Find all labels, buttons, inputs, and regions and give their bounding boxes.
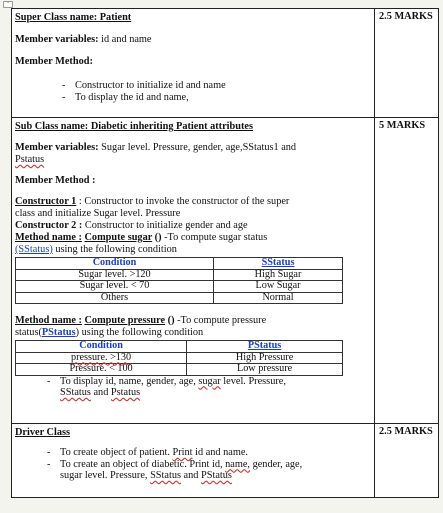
method2-paren: () (165, 315, 175, 326)
display-text-e: Pstatus (110, 387, 141, 398)
method2-name: Compute pressure (84, 315, 166, 326)
table-header-row (16, 341, 343, 353)
diabetic-marks: 5 MARKS (375, 118, 439, 424)
table-cell: Low pressure (187, 364, 343, 376)
driver-text: id and name. (192, 447, 249, 458)
table-move-handle-icon[interactable]: + (3, 1, 13, 8)
table-header: SStatus (214, 258, 343, 270)
patient-method-label: Member Method: (15, 56, 93, 67)
patient-marks: 2.5 MARKS (375, 9, 439, 118)
diabetic-vars-value2: Pstatus (15, 154, 45, 165)
table-cell: Normal (214, 292, 343, 304)
diabetic-title: Sub Class name: Diabetic inheriting Patient attributes (15, 121, 253, 132)
driver-text: gender, age, (250, 458, 303, 470)
table-cell: pressure. >130 (16, 352, 187, 364)
assignment-table (11, 8, 439, 498)
driver-text: Print (172, 447, 193, 458)
table-row (16, 292, 343, 304)
method2-text2b: ) using the following condition (75, 327, 204, 338)
list-item: - Constructor to initialize id and name (75, 80, 370, 92)
table-row (16, 269, 343, 281)
patient-vars-label: Member variables: (15, 34, 99, 45)
diabetic-cell (12, 118, 375, 424)
list-item (60, 447, 370, 459)
driver-cell (12, 424, 375, 498)
sugar-condition-table (15, 257, 343, 304)
method2-text: -To compute pressure (174, 315, 267, 326)
display-text-d: and (90, 387, 111, 398)
table-cell: Sugar level. < 70 (16, 281, 214, 293)
table-row (16, 281, 343, 293)
table-header-row (16, 258, 343, 270)
driver-text: To create an object of diabetic. Print id, (60, 458, 226, 470)
method2-status: PStatus (41, 327, 76, 338)
constructor2-label: Constructor 2 : (15, 220, 83, 231)
method1-text: -To compute sugar status (161, 232, 268, 243)
patient-title: Super Class name: Patient (15, 12, 132, 23)
method2-label: Method name : (15, 315, 82, 326)
driver-text: sugar level. Pressure, (60, 470, 151, 481)
constructor2-text: Constructor to initialize gender and age (82, 220, 248, 231)
driver-text: To create object of patient. (60, 447, 173, 458)
row-driver (12, 424, 439, 498)
diabetic-method-label: Member Method : (15, 175, 96, 186)
method2-text2a: status( (15, 327, 42, 338)
list-item (60, 376, 370, 399)
display-text-sugar: sugar (198, 375, 221, 387)
table-cell: Pressure. < 100 (16, 364, 187, 376)
method1-status: (SStatus) (15, 244, 53, 255)
pressure-condition-table (15, 340, 343, 376)
display-text-b: level. Pressure, (220, 375, 286, 387)
table-header: Condition (16, 258, 214, 270)
diabetic-vars-label: Member variables: (15, 142, 99, 153)
table-row (16, 352, 343, 364)
driver-text: SStatus (150, 470, 181, 481)
method1-text2: using the following condition (52, 244, 177, 255)
driver-text: name, (225, 458, 250, 470)
table-cell: Low Sugar (214, 281, 343, 293)
table-cell: High Sugar (214, 269, 343, 281)
driver-text: and (180, 470, 201, 481)
row-patient (12, 9, 439, 118)
patient-cell (12, 9, 375, 118)
constructor1-label: Constructor 1 (15, 196, 77, 207)
driver-text: PStatus (201, 470, 232, 481)
constructor1-text: : Constructor to invoke the constructor of the super (76, 196, 290, 207)
method1-name: Compute sugar (84, 232, 153, 243)
table-header: PStatus (187, 341, 343, 353)
table-cell: Sugar level. >120 (16, 269, 214, 281)
diabetic-vars-value: Sugar level. Pressure, gender, age,SStatus1 and (98, 142, 297, 153)
driver-marks: 2.5 MARKS (375, 424, 439, 498)
display-list (30, 376, 370, 399)
driver-title: Driver Class (15, 427, 71, 438)
display-text-a: To display id, name, gender, age, (60, 375, 199, 387)
patient-method-list (30, 80, 370, 103)
method1-label: Method name : (15, 232, 82, 243)
display-text-c: SStatus (60, 387, 91, 398)
driver-list (30, 447, 370, 482)
method1-paren: () (152, 232, 162, 243)
constructor1-text2: class and initialize Sugar level. Pressure (15, 208, 181, 219)
row-diabetic (12, 118, 439, 424)
table-row (16, 364, 343, 376)
list-item: - To display the id and name, (75, 92, 370, 104)
table-cell: High Pressure (187, 352, 343, 364)
patient-vars-value: id and name (98, 34, 152, 45)
list-item (60, 459, 370, 482)
table-cell: Others (16, 292, 214, 304)
table-header: Condition (16, 341, 187, 353)
